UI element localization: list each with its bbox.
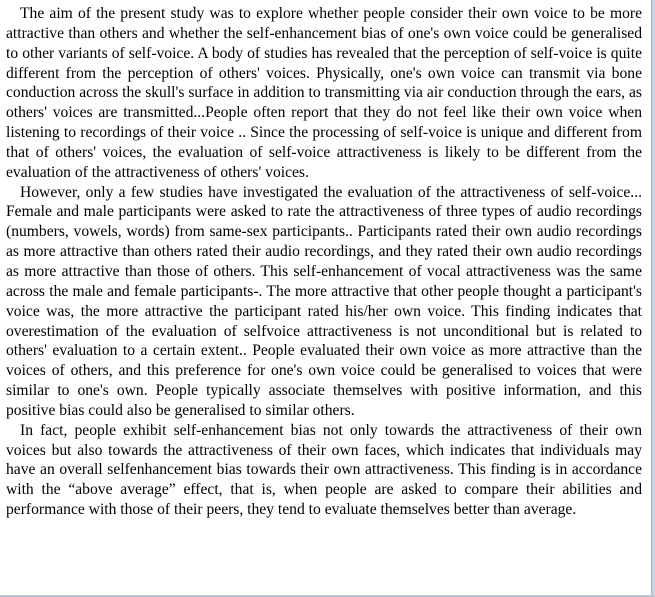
document-body bbox=[6, 4, 642, 520]
paragraph-2: However, only a few studies have investigated the evaluation of the attractiveness of self-voice... Female and male participants were asked to rate the attractiveness of three types of audio recordings (numbers, vowels, words) from same-sex participants.. Participants rated their own audio recordings as more attractive than others rated their audio recordings, and they rated their own audio recordings as more attractive than those of others. This self-enhancement of vocal attractiveness was the same across the male and female participants-. The more attractive that other people thought a participant's voice was, the more attractive the participant rated his/her own voice. This finding indicates that overestimation of the evaluation of selfvoice attractiveness is not unconditional but is related to others' evaluation to a certain extent.. People evaluated their own voice as more attractive than the voices of others, and this preference for one's own voice could be generalised to voices that were similar to one's own. People typically associate themselves with positive information, and this positive bias could also be generalised to similar others. bbox=[6, 183, 642, 419]
paragraph-1: The aim of the present study was to explore whether people consider their own voice to be more attractive than others and whether the self-enhancement bias of one's own voice could be generalised to other variants of self-voice. A body of studies has revealed that the perception of self-voice is quite different from the perception of others' voices. Physically, one's own voice can transmit via bone conduction across the skull's surface in addition to transmitting via air conduction through the ears, as others' voices are transmitted...People often report that they do not feel like their own voice when listening to recordings of their voice .. Since the processing of self-voice is unique and different from that of others' voices, the evaluation of self-voice attractiveness is likely to be different from the evaluation of the attractiveness of others' voices. bbox=[6, 5, 642, 181]
paragraph-3: In fact, people exhibit self-enhancement bias not only towards the attractiveness of their own voices but also towards the attractiveness of their own faces, which indicates that individuals may have an overall selfenhancement bias towards their own attractiveness. This finding is in accordance with the “above average” effect, that is, when people are asked to compare their abilities and performance with those of their peers, they tend to evaluate themselves better than average. bbox=[6, 421, 642, 519]
window-right-edge bbox=[651, 0, 655, 597]
